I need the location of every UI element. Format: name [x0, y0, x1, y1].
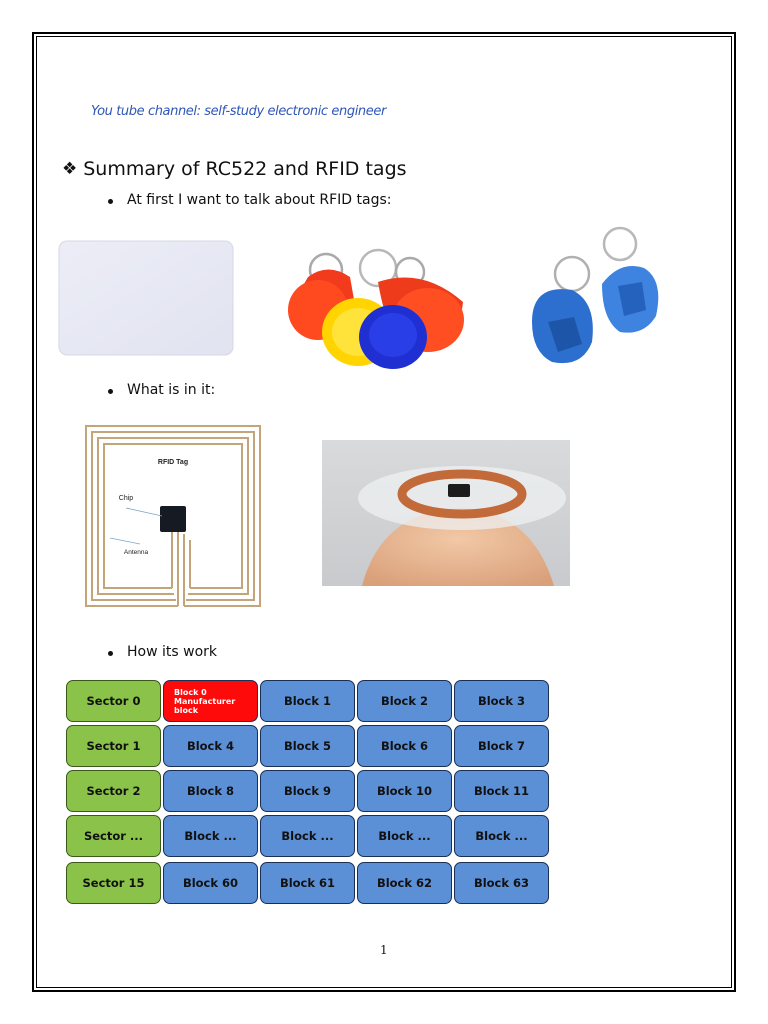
bullet-rfid-tags — [108, 192, 391, 208]
sector-cell: Sector ... — [66, 815, 161, 857]
block-cell: Block 9 — [260, 770, 355, 812]
block-cell: Block ... — [260, 815, 355, 857]
diamond-bullet-icon: ❖ — [62, 159, 78, 179]
block-cell: Block 4 — [163, 725, 258, 767]
block-cell: Block 62 — [357, 862, 452, 904]
sector-cell: Sector 1 — [66, 725, 161, 767]
block-label: Block 0 — [174, 687, 207, 697]
block-sublabel: Manufacturer block — [174, 696, 236, 715]
colored-keyfobs-image — [278, 232, 468, 372]
block-cell: Block 11 — [454, 770, 549, 812]
block-cell: Block 6 — [357, 725, 452, 767]
diagram-title: RFID Tag — [157, 459, 189, 466]
sector-cell: Sector 0 — [66, 680, 161, 722]
bullet-dot-icon — [108, 651, 113, 656]
block-cell: Block 3 — [454, 680, 549, 722]
page-number: 1 — [380, 943, 388, 957]
block-cell: Block 60 — [163, 862, 258, 904]
block-cell: Block 1 — [260, 680, 355, 722]
block-cell: Block 7 — [454, 725, 549, 767]
rfid-coil-photo — [322, 440, 570, 586]
bullet-text: How its work — [127, 644, 217, 660]
block-cell: Block ... — [454, 815, 549, 857]
block-cell: Block 8 — [163, 770, 258, 812]
bullet-what-is-in-it — [108, 382, 215, 398]
rfid-tag-diagram — [80, 420, 266, 610]
block-cell: Block ... — [357, 815, 452, 857]
white-rfid-card-image — [58, 240, 234, 356]
bullet-text: At first I want to talk about RFID tags: — [127, 192, 392, 208]
channel-line: You tube channel: self-study electronic engineer — [91, 104, 386, 119]
manufacturer-block-cell — [163, 680, 258, 722]
antenna-label: Antenna — [123, 549, 149, 556]
sector-cell: Sector 15 — [66, 862, 161, 904]
block-cell: Block 61 — [260, 862, 355, 904]
blue-keyfobs-image — [522, 222, 682, 370]
bullet-text: What is in it: — [127, 382, 216, 398]
block-cell: Block 5 — [260, 725, 355, 767]
block-cell: Block 10 — [357, 770, 452, 812]
sector-cell: Sector 2 — [66, 770, 161, 812]
heading-text: Summary of RC522 and RFID tags — [83, 158, 407, 180]
block-cell: Block ... — [163, 815, 258, 857]
bullet-dot-icon — [108, 199, 113, 204]
section-heading — [62, 158, 407, 180]
block-cell: Block 2 — [357, 680, 452, 722]
block-cell: Block 63 — [454, 862, 549, 904]
chip-label: Chip — [118, 495, 134, 502]
bullet-how-it-works — [108, 644, 217, 660]
bullet-dot-icon — [108, 389, 113, 394]
